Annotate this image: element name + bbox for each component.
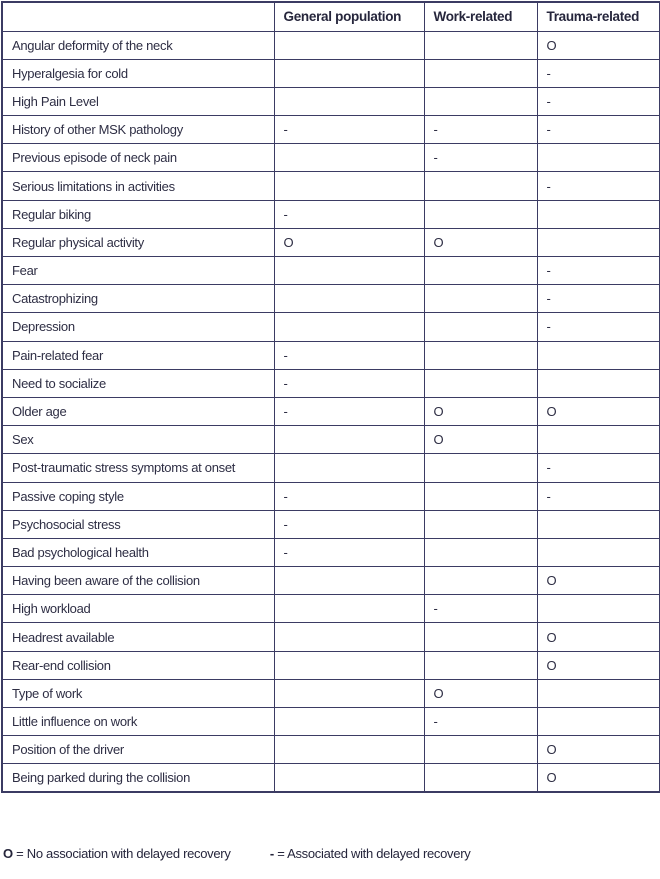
table-row: [2, 510, 660, 538]
table-row: [2, 116, 660, 144]
row-label: Regular physical activity: [2, 228, 274, 256]
table-body: [2, 31, 660, 792]
row-label: High workload: [2, 595, 274, 623]
cell-trauma: [537, 538, 660, 566]
cell-general: [274, 426, 424, 454]
association-table: [1, 1, 660, 793]
cell-trauma: -: [537, 313, 660, 341]
cell-general: [274, 623, 424, 651]
row-label: Previous episode of neck pain: [2, 144, 274, 172]
cell-general: -: [274, 341, 424, 369]
cell-work: [424, 200, 537, 228]
table-row: [2, 257, 660, 285]
table-row: [2, 567, 660, 595]
cell-trauma: -: [537, 87, 660, 115]
cell-work: [424, 567, 537, 595]
cell-trauma: [537, 369, 660, 397]
table-row: [2, 623, 660, 651]
table-row: [2, 228, 660, 256]
row-label: Passive coping style: [2, 482, 274, 510]
cell-work: [424, 482, 537, 510]
cell-work: -: [424, 116, 537, 144]
cell-work: [424, 257, 537, 285]
table-row: [2, 172, 660, 200]
cell-general: -: [274, 116, 424, 144]
row-label: History of other MSK pathology: [2, 116, 274, 144]
cell-trauma: [537, 341, 660, 369]
cell-trauma: O: [537, 567, 660, 595]
table-row: [2, 679, 660, 707]
cell-trauma: O: [537, 736, 660, 764]
cell-trauma: O: [537, 764, 660, 792]
table-row: [2, 313, 660, 341]
cell-general: [274, 595, 424, 623]
table-row: [2, 454, 660, 482]
row-label: Having been aware of the collision: [2, 567, 274, 595]
row-label: Angular deformity of the neck: [2, 31, 274, 59]
cell-general: [274, 172, 424, 200]
cell-trauma: O: [537, 397, 660, 425]
legend-o-symbol: O: [3, 846, 13, 861]
row-label: Pain-related fear: [2, 341, 274, 369]
table-row: [2, 736, 660, 764]
cell-trauma: O: [537, 651, 660, 679]
cell-general: -: [274, 397, 424, 425]
row-label: Being parked during the collision: [2, 764, 274, 792]
table-row: [2, 341, 660, 369]
cell-general: [274, 257, 424, 285]
cell-trauma: [537, 144, 660, 172]
cell-work: O: [424, 426, 537, 454]
cell-trauma: [537, 426, 660, 454]
table-row: [2, 708, 660, 736]
cell-work: [424, 454, 537, 482]
table-row: [2, 651, 660, 679]
cell-work: [424, 623, 537, 651]
cell-work: [424, 764, 537, 792]
table-row: [2, 595, 660, 623]
column-header-blank: [2, 2, 274, 31]
cell-trauma: -: [537, 454, 660, 482]
cell-general: [274, 764, 424, 792]
table-header: [2, 2, 660, 31]
cell-work: [424, 172, 537, 200]
cell-general: [274, 708, 424, 736]
cell-work: [424, 651, 537, 679]
cell-general: [274, 285, 424, 313]
cell-trauma: [537, 708, 660, 736]
column-header-trauma: Trauma-related: [537, 2, 660, 31]
cell-work: [424, 87, 537, 115]
table-row: [2, 31, 660, 59]
row-label: Psychosocial stress: [2, 510, 274, 538]
row-label: Depression: [2, 313, 274, 341]
cell-general: [274, 736, 424, 764]
column-header-work: Work-related: [424, 2, 537, 31]
row-label: Headrest available: [2, 623, 274, 651]
row-label: Post-traumatic stress symptoms at onset: [2, 454, 274, 482]
cell-trauma: [537, 228, 660, 256]
row-label: Catastrophizing: [2, 285, 274, 313]
cell-general: -: [274, 510, 424, 538]
cell-work: [424, 59, 537, 87]
table-row: [2, 59, 660, 87]
cell-work: [424, 538, 537, 566]
row-label: Position of the driver: [2, 736, 274, 764]
cell-trauma: [537, 200, 660, 228]
cell-general: -: [274, 200, 424, 228]
cell-work: [424, 341, 537, 369]
cell-general: [274, 31, 424, 59]
cell-trauma: O: [537, 31, 660, 59]
cell-work: O: [424, 228, 537, 256]
cell-work: O: [424, 679, 537, 707]
legend-dash-text: = Associated with delayed recovery: [277, 846, 471, 861]
table-row: [2, 144, 660, 172]
cell-work: -: [424, 595, 537, 623]
cell-work: [424, 31, 537, 59]
table-row: [2, 200, 660, 228]
table-row: [2, 482, 660, 510]
row-label: Little influence on work: [2, 708, 274, 736]
row-label: Serious limitations in activities: [2, 172, 274, 200]
table-row: [2, 285, 660, 313]
cell-general: [274, 313, 424, 341]
cell-general: O: [274, 228, 424, 256]
cell-work: [424, 736, 537, 764]
cell-trauma: -: [537, 116, 660, 144]
cell-work: O: [424, 397, 537, 425]
cell-general: [274, 651, 424, 679]
row-label: Sex: [2, 426, 274, 454]
legend-dash-symbol: -: [269, 846, 274, 861]
cell-work: [424, 285, 537, 313]
cell-trauma: [537, 510, 660, 538]
row-label: Rear-end collision: [2, 651, 274, 679]
cell-general: -: [274, 369, 424, 397]
table-row: [2, 538, 660, 566]
row-label: Older age: [2, 397, 274, 425]
row-label: Fear: [2, 257, 274, 285]
column-header-general: General population: [274, 2, 424, 31]
legend: [3, 846, 470, 861]
cell-general: -: [274, 538, 424, 566]
cell-general: [274, 679, 424, 707]
cell-general: [274, 87, 424, 115]
cell-trauma: -: [537, 59, 660, 87]
cell-trauma: -: [537, 257, 660, 285]
cell-trauma: O: [537, 623, 660, 651]
cell-general: [274, 454, 424, 482]
cell-trauma: -: [537, 285, 660, 313]
row-label: Need to socialize: [2, 369, 274, 397]
cell-work: [424, 510, 537, 538]
cell-work: [424, 313, 537, 341]
row-label: High Pain Level: [2, 87, 274, 115]
table-row: [2, 87, 660, 115]
table-row: [2, 369, 660, 397]
row-label: Bad psychological health: [2, 538, 274, 566]
table-row: [2, 397, 660, 425]
cell-trauma: [537, 679, 660, 707]
cell-work: -: [424, 144, 537, 172]
cell-general: [274, 59, 424, 87]
cell-work: -: [424, 708, 537, 736]
cell-general: [274, 567, 424, 595]
table-row: [2, 426, 660, 454]
row-label: Hyperalgesia for cold: [2, 59, 274, 87]
cell-trauma: [537, 595, 660, 623]
row-label: Type of work: [2, 679, 274, 707]
cell-trauma: -: [537, 482, 660, 510]
legend-o-text: = No association with delayed recovery: [16, 846, 231, 861]
cell-trauma: -: [537, 172, 660, 200]
cell-general: [274, 144, 424, 172]
table-row: [2, 764, 660, 792]
header-row: [2, 2, 660, 31]
cell-general: -: [274, 482, 424, 510]
row-label: Regular biking: [2, 200, 274, 228]
cell-work: [424, 369, 537, 397]
page: [0, 1, 660, 879]
